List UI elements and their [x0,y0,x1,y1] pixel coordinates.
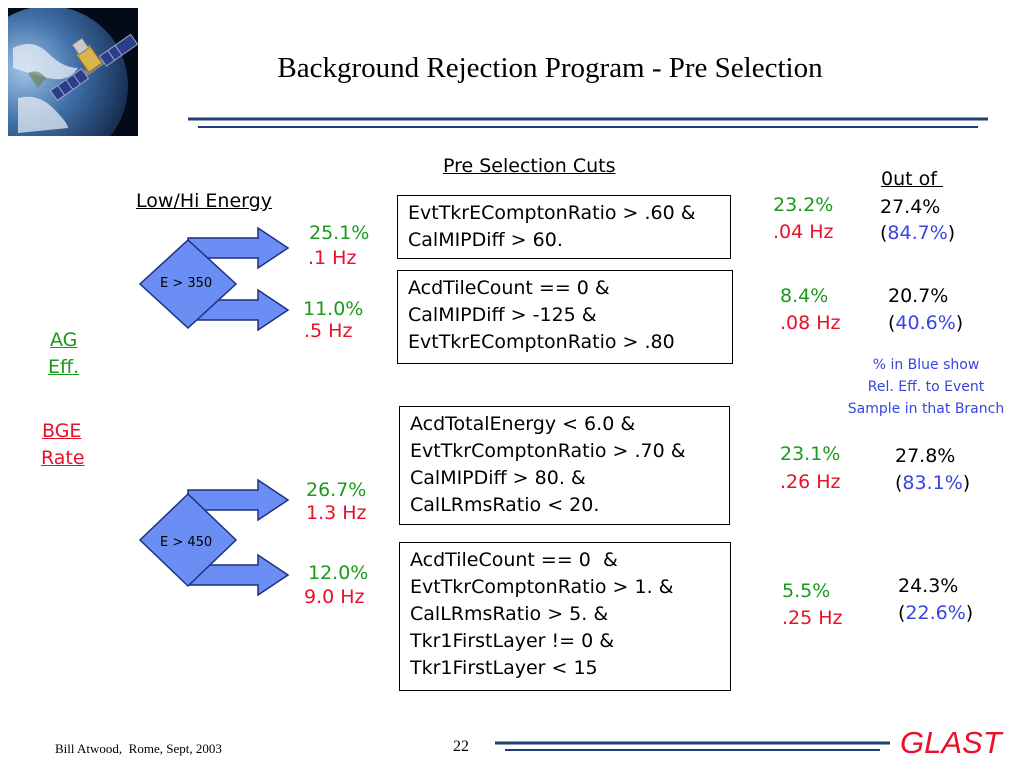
cut-line: AcdTileCount == 0 & [408,277,610,299]
note-line: Sample in that Branch [847,401,1005,417]
footer-rule [495,738,890,752]
low-hi-energy-heading: Low/Hi Energy [136,190,272,212]
result-rate: .26 Hz [780,471,841,493]
note [826,354,1024,420]
branch-eff: 25.1% [309,222,370,244]
pre-selection-cuts-heading: Pre Selection Cuts [443,155,616,177]
branch-rate: .5 Hz [304,320,353,342]
branch-rate: 9.0 Hz [304,586,365,608]
result-out: 24.3% [898,575,959,597]
cut-box [397,270,733,364]
cut-line: AcdTotalEnergy < 6.0 & [410,413,636,435]
cut-line: CalMIPDiff > 80. & [410,467,586,489]
result-rel-value: 83.1% [902,472,963,494]
bge-label: BGE [42,420,82,442]
result-eff: 23.1% [780,443,841,465]
cut-line: EvtTkrComptonRatio > .70 & [410,440,686,462]
glast-logo: GLAST [900,725,1002,760]
result-eff: 23.2% [773,194,834,216]
branch-rate: 1.3 Hz [306,502,367,524]
branch-eff: 11.0% [303,298,364,320]
branch-eff: 26.7% [306,479,367,501]
result-rel: (83.1%) [895,472,971,494]
result-rate: .25 Hz [782,607,843,629]
diamond-label-high: E > 450 [160,535,213,550]
branch-eff: 12.0% [308,562,369,584]
result-rel: (40.6%) [888,312,964,334]
result-rate: .08 Hz [780,312,841,334]
cut-line: AcdTileCount == 0 & [410,549,618,571]
eff-label: Eff. [48,356,80,378]
ag-label: AG [50,329,78,351]
result-rel: (22.6%) [898,602,974,624]
cut-line: Tkr1FirstLayer != 0 & [410,630,615,652]
result-rel-value: 84.7% [887,222,948,244]
diamond-label-low: E > 350 [160,276,213,291]
page-number: 22 [453,738,469,755]
cut-box [397,195,731,259]
rate-label: Rate [41,447,85,469]
cut-line: CalLRmsRatio < 20. [410,494,600,516]
cut-line: EvtTkrEComptonRatio > .60 & [408,202,696,224]
cut-line: CalMIPDiff > 60. [408,229,563,251]
cut-line: EvtTkrEComptonRatio > .80 [408,331,675,353]
cut-line: Tkr1FirstLayer < 15 [410,657,598,679]
result-rel-value: 22.6% [905,602,966,624]
result-rel: (84.7%) [880,222,956,244]
result-rate: .04 Hz [773,221,834,243]
result-out: 27.4% [880,196,941,218]
out-of-heading: 0ut of [881,168,943,190]
branch-rate: .1 Hz [308,247,357,269]
result-out: 27.8% [895,445,956,467]
cut-line: CalLRmsRatio > 5. & [410,603,609,625]
result-out: 20.7% [888,285,949,307]
note-line: % in Blue show [872,357,980,373]
cut-line: EvtTkrComptonRatio > 1. & [410,576,674,598]
footer-author: Bill Atwood, Rome, Sept, 2003 [55,741,222,756]
note-line: Rel. Eff. to Event [867,379,985,395]
cut-box [399,542,731,691]
cut-box [399,406,730,525]
result-eff: 5.5% [782,580,831,602]
result-rel-value: 40.6% [895,312,956,334]
page-title: Background Rejection Program - Pre Selection [277,52,823,84]
result-eff: 8.4% [780,285,829,307]
cut-line: CalMIPDiff > -125 & [408,304,597,326]
